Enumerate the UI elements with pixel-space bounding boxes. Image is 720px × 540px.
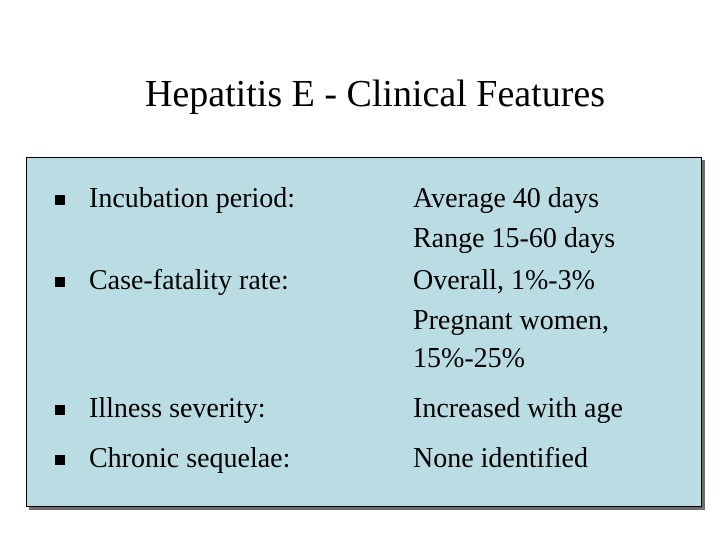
- bullet-icon: [55, 455, 65, 465]
- case-fatality-overall-value: Overall, 1%-3%: [413, 265, 595, 296]
- bullet-icon: [55, 405, 65, 415]
- incubation-range-value: Range 15-60 days: [413, 223, 616, 254]
- chronic-sequelae-label: Chronic sequelae:: [89, 443, 291, 474]
- slide-title: Hepatitis E - Clinical Features: [144, 73, 606, 115]
- bullet-icon: [55, 277, 65, 287]
- chronic-sequelae-value: None identified: [413, 443, 588, 474]
- incubation-average-value: Average 40 days: [413, 183, 600, 214]
- features-panel: [26, 157, 702, 507]
- bullet-icon: [55, 195, 65, 205]
- case-fatality-pregnant-value: 15%-25%: [413, 343, 525, 374]
- case-fatality-rate-label: Case-fatality rate:: [89, 265, 289, 296]
- case-fatality-pregnant-label: Pregnant women,: [413, 305, 609, 336]
- illness-severity-label: Illness severity:: [89, 393, 266, 424]
- incubation-period-label: Incubation period:: [89, 183, 296, 214]
- illness-severity-value: Increased with age: [413, 393, 623, 424]
